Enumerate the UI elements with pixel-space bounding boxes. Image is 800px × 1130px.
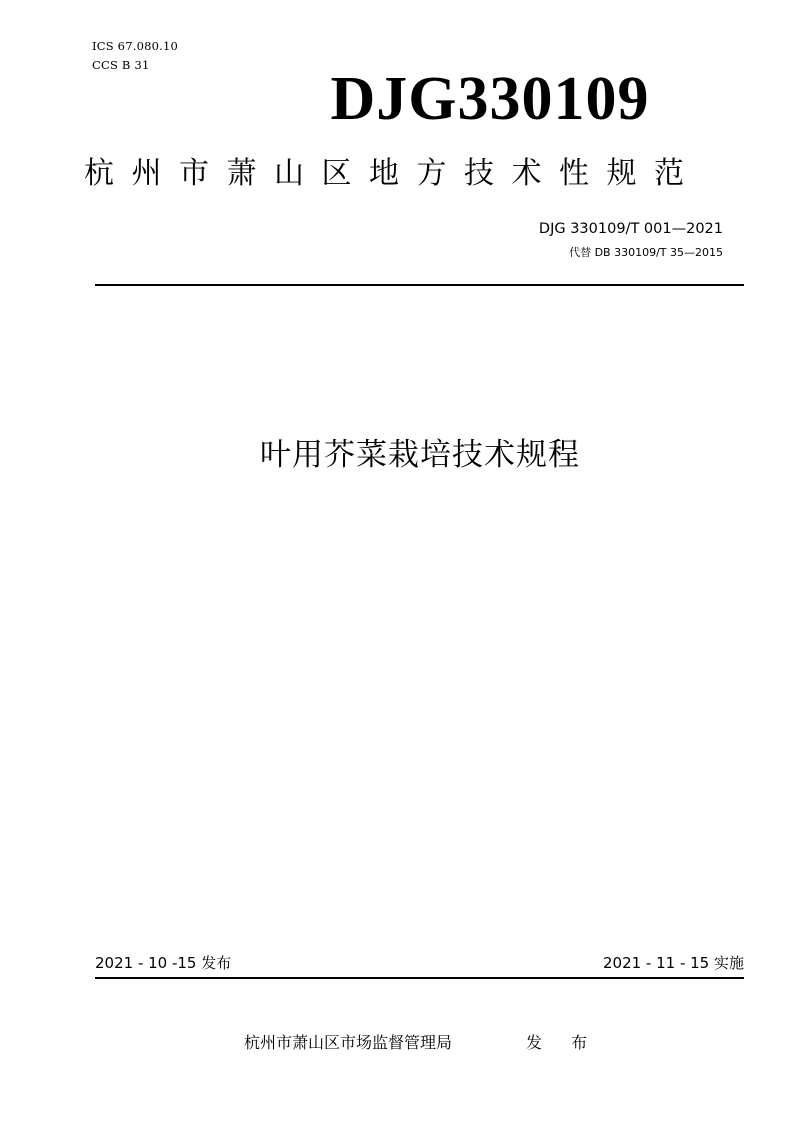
replaces-note: 代替 DB 330109/T 35—2015 [569,246,723,259]
issue-label: 发 布 [526,1033,600,1052]
issuing-authority: 杭州市萧山区市场监督管理局 [244,1033,453,1052]
top-divider [95,284,744,286]
organization-title: 杭州市萧山区地方技术性规范 [84,156,702,191]
document-number: DJG 330109/T 001—2021 [538,221,723,237]
standard-code: DJG330109 [330,65,650,133]
effective-date: 2021 - 11 - 15 实施 [602,954,744,972]
ccs-code: CCS B 31 [92,58,150,72]
document-title: 叶用芥菜栽培技术规程 [260,437,580,473]
publish-date: 2021 - 10 -15 发布 [95,954,232,972]
bottom-divider [95,977,744,979]
ics-code: ICS 67.080.10 [92,39,179,53]
